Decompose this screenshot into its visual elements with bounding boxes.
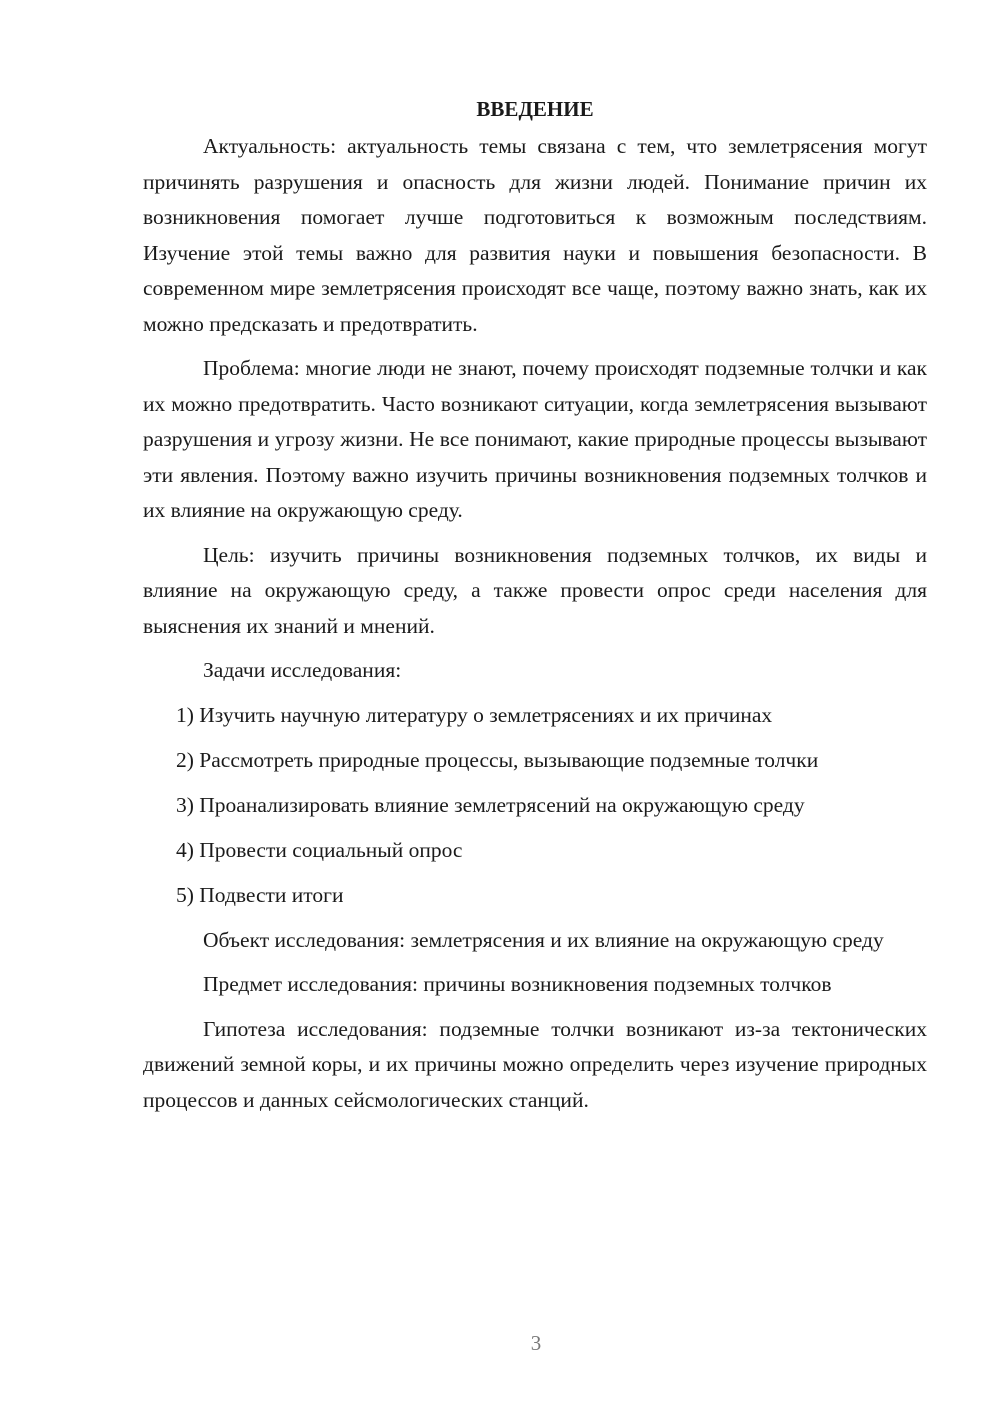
tasks-heading: Задачи исследования:: [203, 658, 402, 682]
task-item: 5) Подвести итоги: [176, 882, 344, 907]
relevance-paragraph: Актуальность: актуальность темы связана с тем, что землетрясения могут причинять разрушения и опасность для жизни людей. Понимание причин их возникновения помогает лучше подготовиться к возможным последствиям. Изучение этой темы важно для развития науки и повышения безопасности. В современном мире землетрясения происходят все чаще, поэтому важно знать, как их можно предсказать и предотвратить.: [143, 134, 927, 336]
page-number: 3: [530, 1331, 542, 1355]
hypothesis-paragraph: Гипотеза исследования: подземные толчки возникают из-за тектонических движений земной коры, и их причины можно определить через изучение природных процессов и данных сейсмологических станций.: [143, 1016, 927, 1112]
problem-paragraph: Проблема: многие люди не знают, почему происходят подземные толчки и как их можно предотвратить. Часто возникают ситуации, когда землетрясения вызывают разрушения и угрозу жизни. Не все понимают, какие природные процессы вызывают эти явления. Поэтому важно изучить причины возникновения подземных толчков и их влияние на окружающую среду.: [143, 356, 927, 522]
subject-paragraph: Предмет исследования: причины возникновения подземных толчков: [203, 972, 832, 996]
goal-paragraph: Цель: изучить причины возникновения подземных толчков, их виды и влияние на окружающую среду, а также провести опрос среди населения для выяснения их знаний и мнений.: [143, 542, 927, 638]
task-item: 1) Изучить научную литературу о землетрясениях и их причинах: [176, 702, 773, 727]
tasks-list: [143, 698, 927, 914]
object-paragraph: Объект исследования: землетрясения и их влияние на окружающую среду: [203, 927, 884, 952]
task-item: 4) Провести социальный опрос: [176, 837, 463, 862]
task-item: 3) Проанализировать влияние землетрясений на окружающую среду: [176, 792, 805, 817]
document-page: [143, 92, 927, 1127]
task-item: 2) Рассмотреть природные процессы, вызывающие подземные толчки: [176, 747, 819, 772]
page-title: ВВЕДЕНИЕ: [476, 97, 594, 121]
